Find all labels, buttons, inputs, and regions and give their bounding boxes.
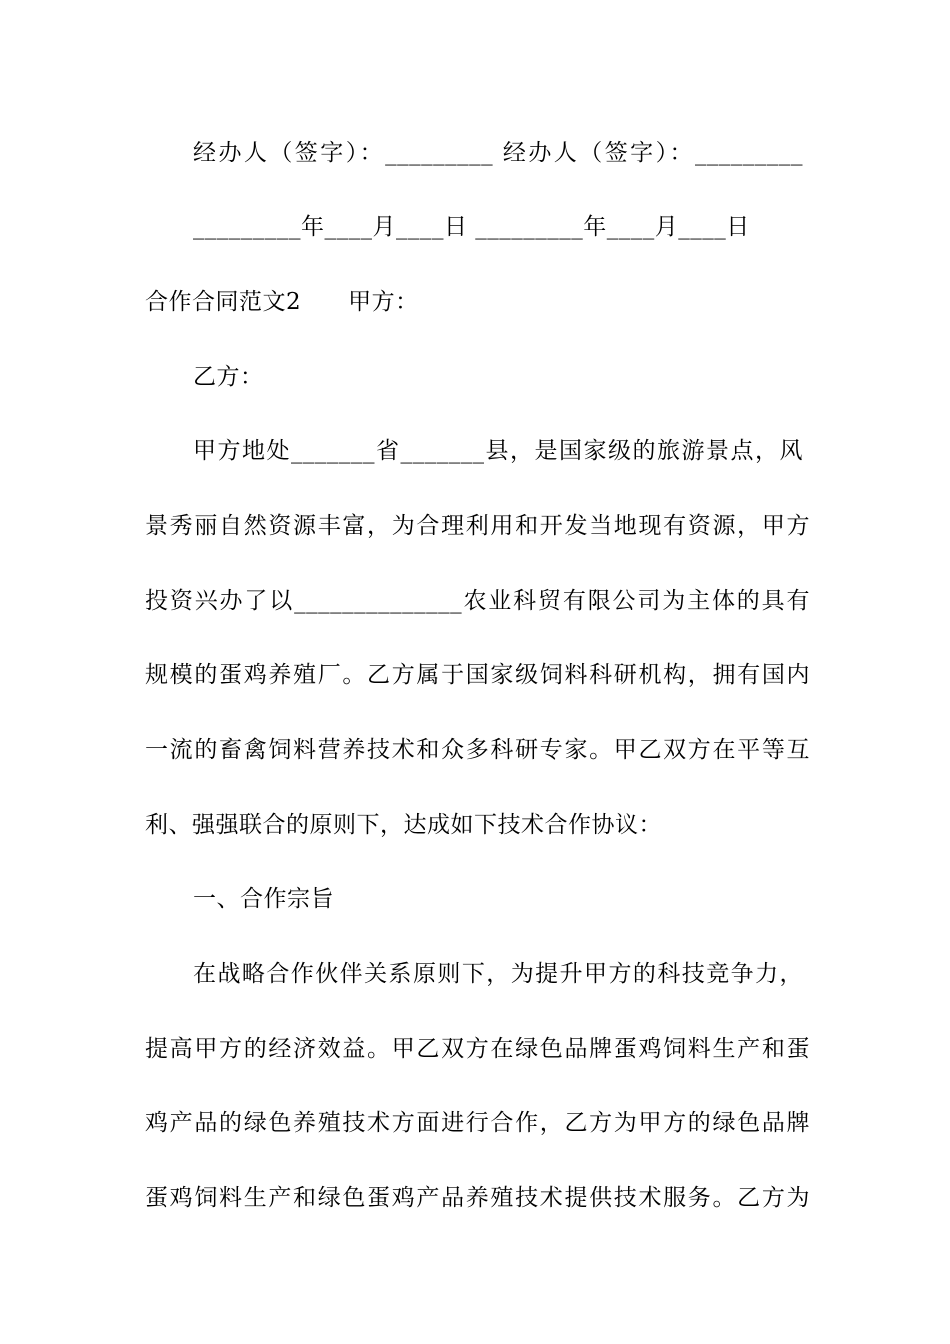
party-b-label: 乙方：: [193, 364, 264, 390]
paragraph-line: 一流的畜禽饲料营养技术和众多科研专家。甲乙双方在平等互: [145, 737, 810, 763]
paragraph-line: 甲方地处_______省_______县，是国家级的旅游景点，风: [193, 438, 803, 464]
paragraph-line: 利、强强联合的原则下，达成如下技术合作协议：: [145, 812, 662, 838]
paragraph-line: 提高甲方的经济效益。甲乙双方在绿色品牌蛋鸡饲料生产和蛋: [145, 1036, 810, 1062]
paragraph-line: 蛋鸡饲料生产和绿色蛋鸡产品养殖技术提供技术服务。乙方为: [145, 1185, 810, 1211]
paragraph-line: 景秀丽自然资源丰富，为合理利用和开发当地现有资源，甲方: [145, 513, 810, 539]
section-heading-party-a: 合作合同范文2 甲方：: [145, 289, 419, 315]
date-line: _________年____月____日 _________年____月____日: [193, 214, 750, 240]
paragraph-line: 规模的蛋鸡养殖厂。乙方属于国家级饲料科研机构，拥有国内: [145, 662, 810, 688]
paragraph-line: 鸡产品的绿色养殖技术方面进行合作，乙方为甲方的绿色品牌: [145, 1110, 810, 1136]
paragraph-line: 在战略合作伙伴关系原则下，为提升甲方的科技竞争力，: [193, 961, 803, 987]
signature-line: 经办人（签字）：_________ 经办人（签字）：_________: [193, 140, 803, 166]
section-heading-purpose: 一、合作宗旨: [193, 886, 334, 912]
paragraph-line: 投资兴办了以______________农业科贸有限公司为主体的具有: [145, 588, 810, 614]
